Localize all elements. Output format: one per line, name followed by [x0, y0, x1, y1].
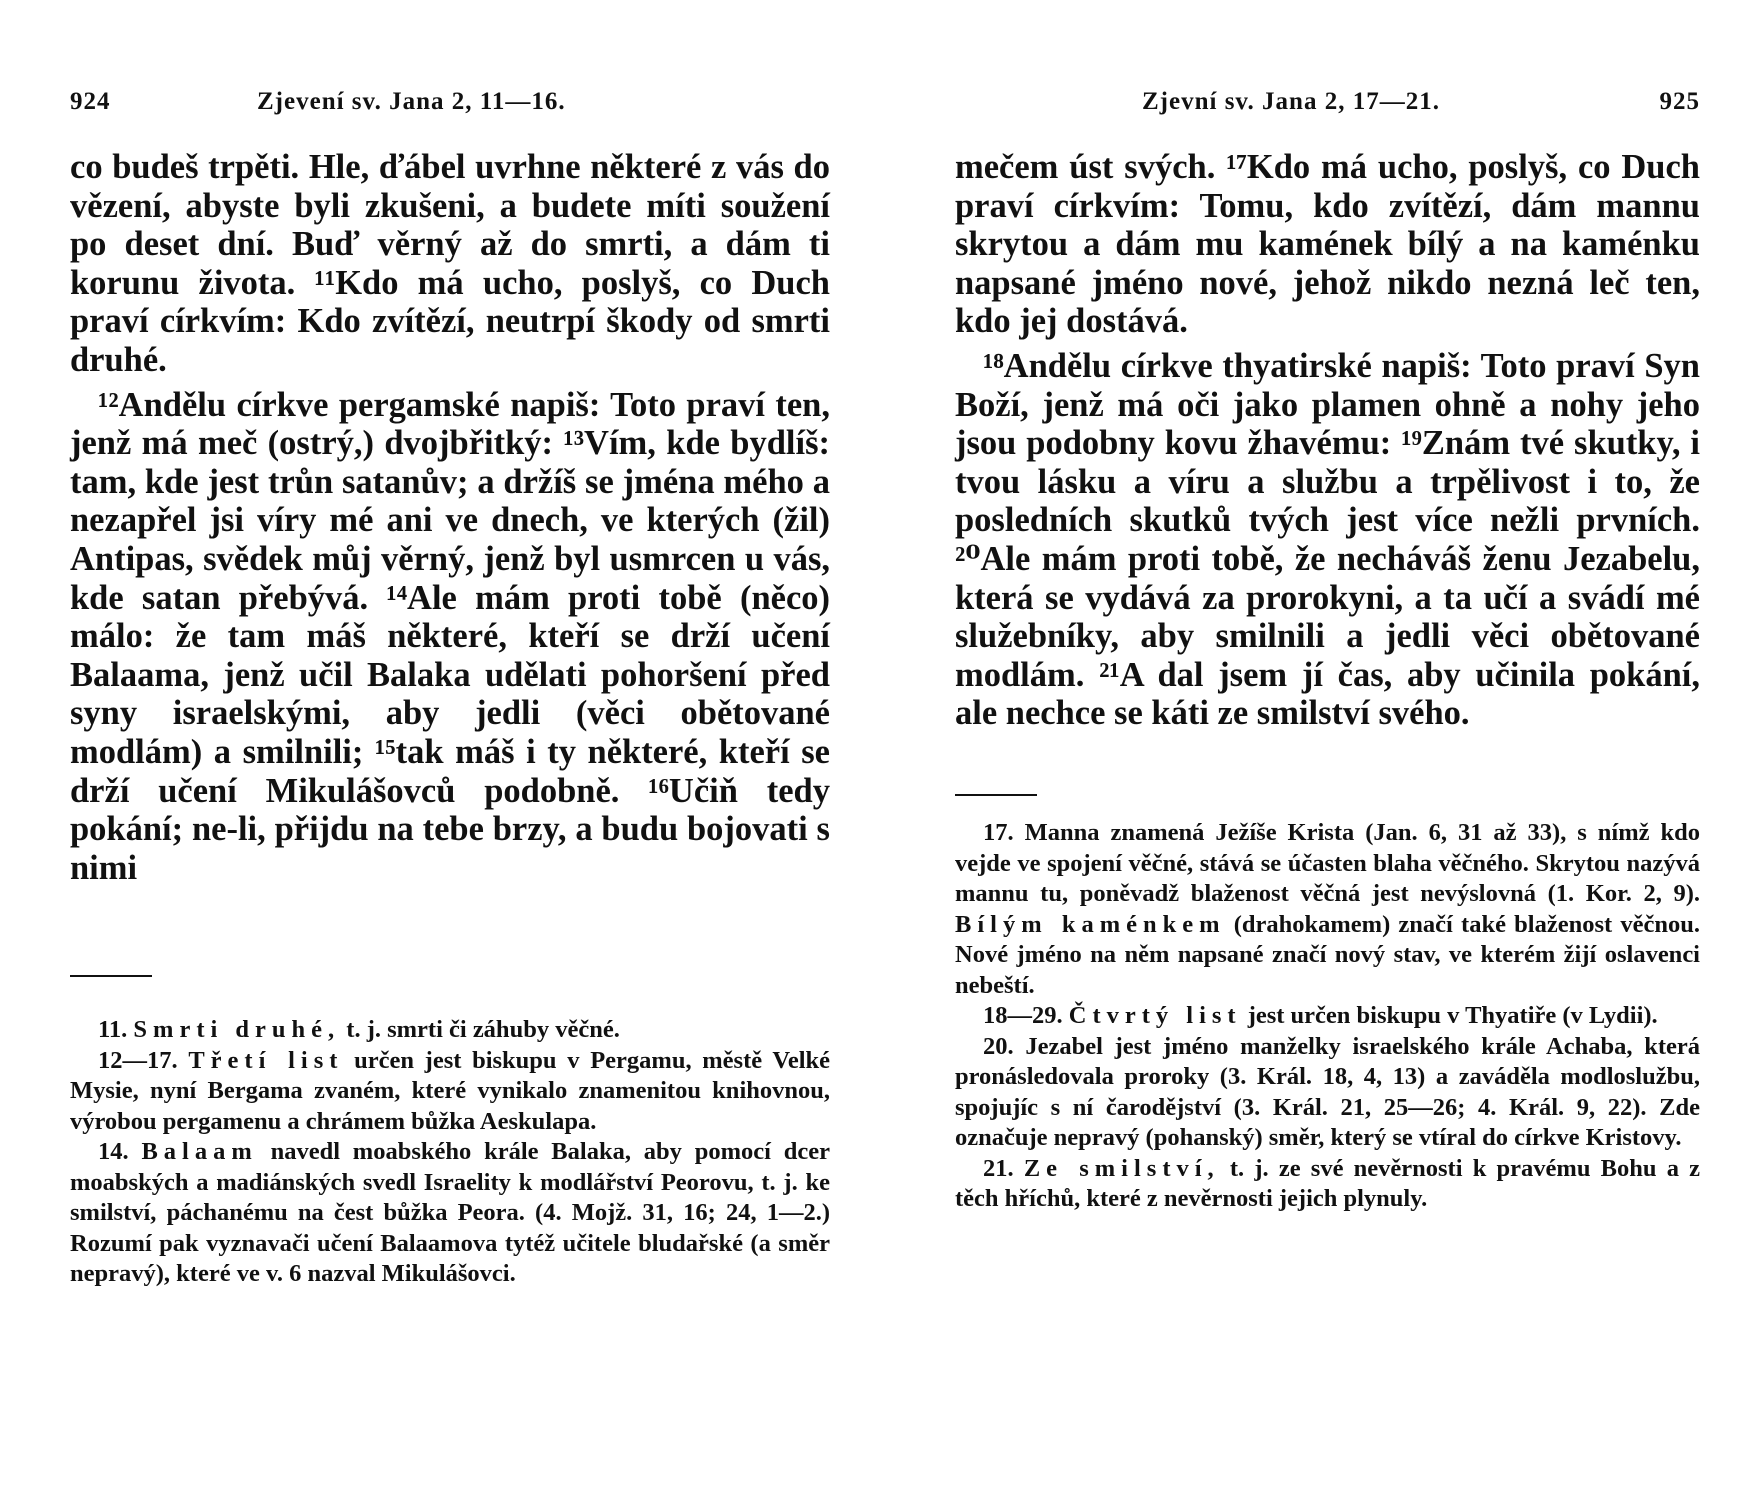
footnote-text: jest určen biskupu v Thyatiře (v Lydii).	[1247, 1002, 1658, 1029]
paragraph: ¹⁸Andělu církve thyatirské napiš: Toto praví Syn Boží, jenž má oči jako plamen ohně a nohy jeho jsou podobny kovu žhavému: ¹⁹Znám tvé skutky, i tvou lásku a víru a službu a trpělivost i to, že posledních skutků tvých jest více nežli prvních. ²⁰Ale mám proti tobě, že necháváš ženu Jezabelu, která se vydává za prorokyni, a ta učí a svádí mé služebníky, aby smilnili a jedli věci obětované modlám. ²¹A dal jsem jí čas, aby učinila pokání, ale nechce se káti ze smilství svého.	[955, 346, 1700, 733]
footnote-ref: 20.	[983, 1032, 1014, 1060]
footnote-text: určen jest biskupu v Pergamu, městě Velké Mysie, nyní Bergama zvaném, které vynikalo znamenitou knihovnou, výrobou pergamenu a chrámem bůžka Aeskulapa.	[70, 1046, 830, 1135]
main-text	[955, 148, 1700, 733]
footnote	[955, 1032, 1700, 1154]
footnote-text: t. j. ze své nevěrnosti k pravému Bohu a z těch hříchů, které z nevěrnosti jejich plynuly.	[955, 1154, 1701, 1212]
left-page	[70, 0, 830, 1500]
footnote-text: navedl moabského krále Balaka, aby pomocí dcer moabských a madiánských svedl Israelity k modlářství Peorovu, t. j. ke smilství, páchanému na čest bůžka Peora. (4. Mojž. 31, 16; 24, 1—2.) Rozumí pak vyznavači učení Balaamova tytéž učitele bludařské (a směr nepravý), které ve v. 6 nazval Mikulášovci.	[70, 1138, 830, 1287]
footnote-term: Čtvrtý list	[1068, 1002, 1242, 1029]
page-number: 925	[1659, 88, 1700, 115]
footnote-term: Balaam	[141, 1138, 258, 1165]
footnote-term: Smrti druhé,	[133, 1016, 341, 1043]
page-number: 924	[70, 88, 111, 115]
footnotes	[955, 818, 1700, 1215]
footnotes	[70, 1015, 830, 1290]
paragraph: co budeš trpěti. Hle, ďábel uvrhne některé z vás do vězení, abyste byli zkušeni, a budete míti soužení po deset dní. Buď věrný až do smrti, a dám ti korunu života. ¹¹Kdo má ucho, poslyš, co Duch praví církvím: Kdo zvítězí, neutrpí škody od smrti druhé.	[70, 148, 830, 379]
footnote-ref: 11.	[98, 1016, 128, 1043]
footnote-term: Ze smilství,	[1023, 1154, 1220, 1182]
footnote	[70, 1046, 830, 1138]
footnote	[955, 1154, 1700, 1215]
running-title: Zjevení sv. Jana 2, 11—16.	[257, 88, 566, 115]
footnote-text: (drahokamem) značí také blaženost věčnou. Nové jméno na něm napsané značí nový stav, ve kterém žijí oslavenci nebeští.	[955, 910, 1700, 999]
footnote-text: Jezabel jest jméno manželky israelského krále Achaba, která pronásledovala proroky (3. Král. 18, 4, 13) a zaváděla modloslužbu, spojujíc s ní čarodějství (3. Král. 21, 25—26; 4. Král. 9, 22). Zde označuje nepravý (pohanský) směr, který se vtíral do církve Kristovy.	[955, 1032, 1700, 1151]
paragraph: mečem úst svých. ¹⁷Kdo má ucho, poslyš, co Duch praví církvím: Tomu, kdo zvítězí, dám mannu skrytou a dám mu kamének bílý a na kaménku napsané jméno nové, jehož nikdo nezná leč ten, kdo jej dostává.	[955, 148, 1700, 341]
footnote-ref: 17.	[983, 819, 1014, 846]
footnote-term: Třetí list	[188, 1046, 344, 1074]
footnote	[70, 1015, 830, 1046]
main-text	[70, 148, 830, 887]
footnote-divider	[955, 794, 1037, 796]
right-page	[955, 0, 1700, 1500]
footnote-text: t. j. smrti či záhuby věčné.	[346, 1016, 620, 1043]
footnote	[70, 1137, 830, 1290]
running-head	[70, 88, 830, 128]
footnote-text: Manna znamená Ježíše Krista (Jan. 6, 31 až 33), s nímž kdo vejde ve spojení věčné, stává se účasten blaha věčného. Skrytou nazývá mannu tu, poněvadž blaženost věčná jest nevýslovná (1. Kor. 2, 9).	[955, 819, 1701, 907]
footnote-divider	[70, 975, 152, 977]
footnote	[955, 1001, 1700, 1032]
footnote-ref: 18—29.	[983, 1002, 1063, 1029]
paragraph: ¹²Andělu církve pergamské napiš: Toto praví ten, jenž má meč (ostrý,) dvojbřitký: ¹³Vím, kde bydlíš: tam, kde jest trůn satanův; a držíš se jména mého a nezapřel jsi víry mé ani ve dnech, ve kterých (žil) Antipas, svědek můj věrný, jenž byl usmrcen u vás, kde satan přebývá. ¹⁴Ale mám proti tobě (něco) málo: že tam máš některé, kteří se drží učení Balaama, jenž učil Balaka udělati pohoršení před syny israelskými, aby jedli (věci obětované modlám) a smilnili; ¹⁵tak máš i ty některé, kteří se drží učení Mikulášovců podobně. ¹⁶Učiň tedy pokání; ne-li, přijdu na tebe brzy, a budu bojovati s nimi	[70, 385, 830, 887]
running-head	[955, 88, 1700, 128]
footnote-term: Bílým kaménkem	[955, 910, 1226, 938]
footnote-ref: 12—17.	[98, 1046, 178, 1074]
running-title: Zjevní sv. Jana 2, 17—21.	[1142, 88, 1440, 115]
footnote	[955, 818, 1700, 1001]
footnote-ref: 21.	[983, 1154, 1014, 1182]
footnote-ref: 14.	[98, 1138, 129, 1165]
